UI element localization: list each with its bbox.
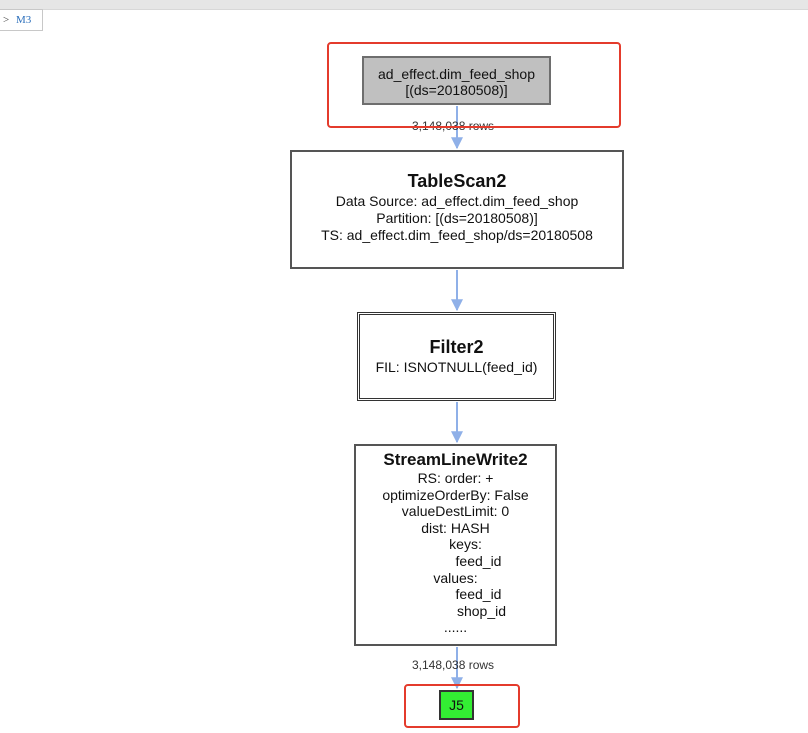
streamlinewrite-node[interactable] bbox=[354, 444, 557, 646]
join-node-j5[interactable] bbox=[439, 690, 474, 720]
slw-rs-order: RS: order: + bbox=[417, 470, 494, 486]
slw-values-label: values: bbox=[433, 569, 478, 586]
slw-keys-label: keys: bbox=[449, 536, 482, 553]
slw-value-dest-limit: valueDestLimit: 0 bbox=[401, 503, 510, 520]
filter-predicate: FIL: ISNOTNULL(feed_id) bbox=[375, 359, 538, 375]
edge-label-output-rows: 3,148,038 rows bbox=[412, 658, 495, 672]
source-table-name: ad_effect.dim_feed_shop bbox=[378, 66, 535, 82]
slw-key-feed-id: feed_id bbox=[455, 552, 502, 569]
source-partition: [(ds=20180508)] bbox=[405, 82, 508, 98]
filter-title: Filter2 bbox=[429, 337, 484, 357]
streamlinewrite-title: StreamLineWrite2 bbox=[383, 450, 528, 469]
slw-ellipsis: ...... bbox=[443, 619, 468, 636]
slw-value-feed-id: feed_id bbox=[455, 586, 502, 603]
filter-node[interactable] bbox=[357, 312, 556, 401]
source-table-node[interactable] bbox=[362, 56, 551, 105]
tablescan-partition: Partition: [(ds=20180508)] bbox=[376, 210, 538, 226]
tablescan-title: TableScan2 bbox=[407, 171, 507, 191]
edge-label-source-rows: 3,148,038 rows bbox=[412, 119, 495, 133]
j5-label: J5 bbox=[449, 697, 464, 713]
slw-value-shop-id: shop_id bbox=[456, 602, 507, 619]
breadcrumb-separator: > bbox=[3, 14, 10, 26]
breadcrumb-link-m3[interactable]: M3 bbox=[16, 14, 32, 26]
tablescan-data-source: Data Source: ad_effect.dim_feed_shop bbox=[335, 193, 579, 209]
tablescan-ts: TS: ad_effect.dim_feed_shop/ds=20180508 bbox=[321, 227, 593, 243]
tablescan-node[interactable] bbox=[290, 150, 624, 269]
slw-optimize-order-by: optimizeOrderBy: False bbox=[382, 486, 529, 503]
slw-dist: dist: HASH bbox=[421, 519, 490, 536]
